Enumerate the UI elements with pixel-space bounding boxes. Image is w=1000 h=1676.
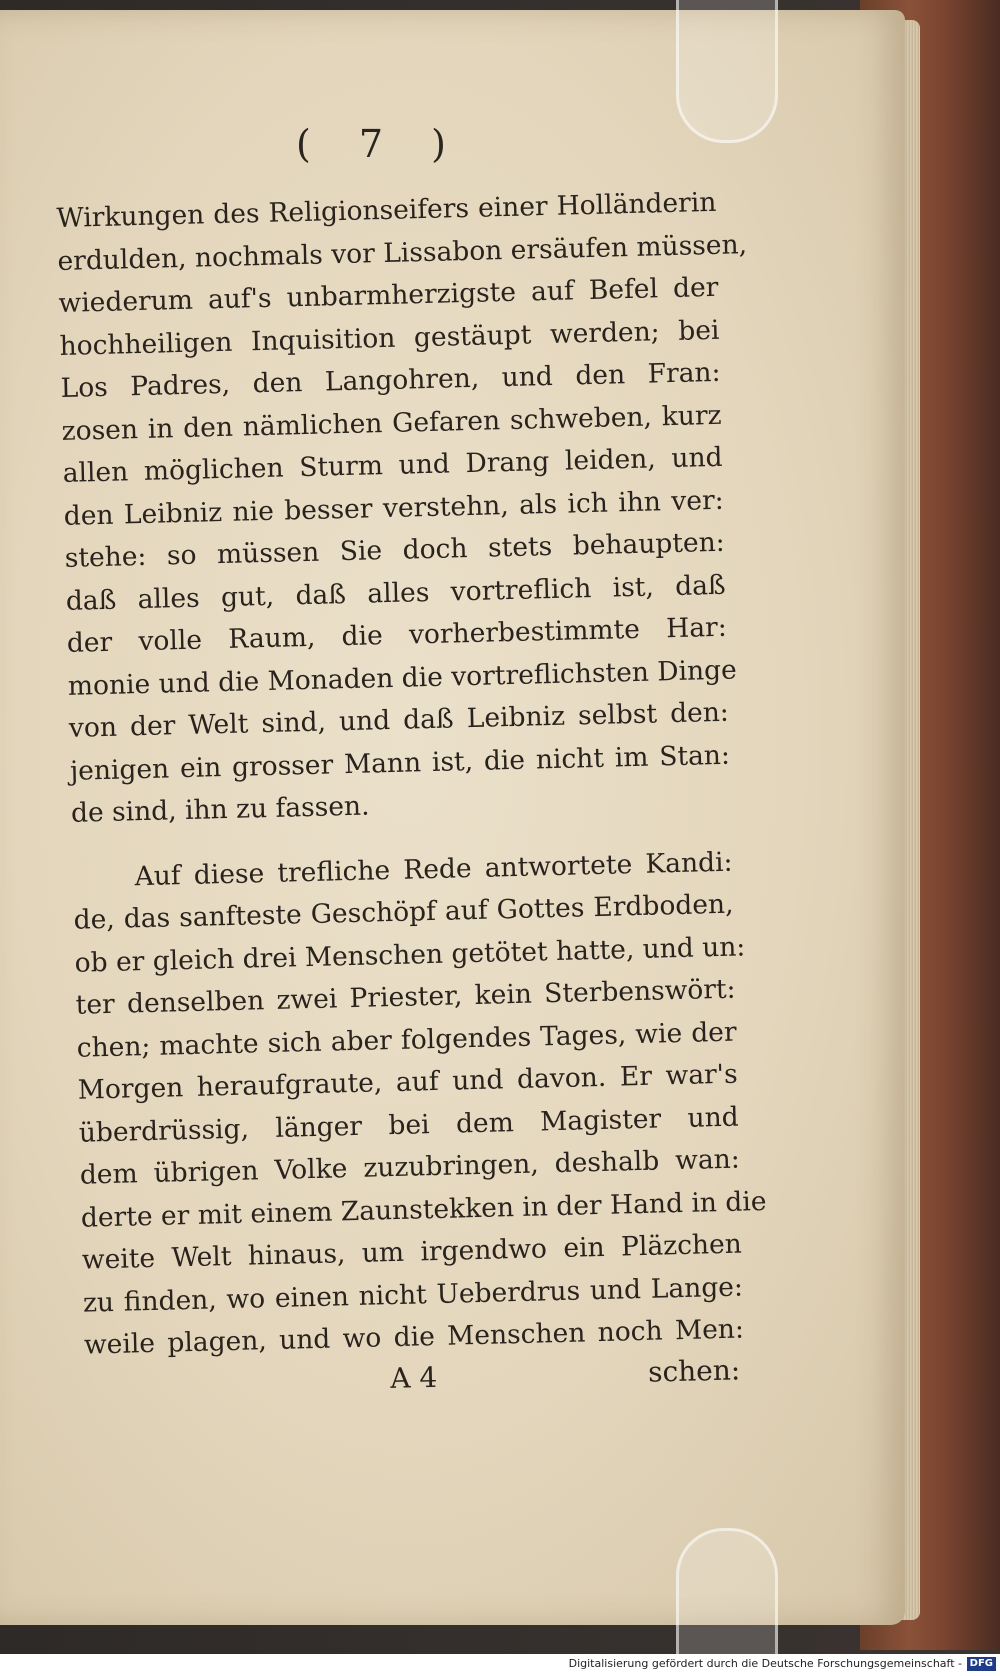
page-text bbox=[56, 182, 767, 1367]
text-line: zosen in den nämlichen Gefaren schweben, kurz bbox=[61, 399, 722, 447]
text-line: der volle Raum, die vorherbestimmte Har: bbox=[66, 611, 728, 659]
text-line: derte er mit einem Zaunstekken in der Hand in die bbox=[80, 1185, 767, 1234]
text-line: Wirkungen des Religionseifers einer Holländerin bbox=[56, 186, 717, 234]
dfg-logo-icon: DFG bbox=[967, 1657, 996, 1671]
text-line: daß alles gut, daß alles vortreflich ist, daß bbox=[65, 569, 727, 617]
text-line: Auf diese trefliche Rede antwortete Kandi: bbox=[134, 846, 733, 892]
text-line: überdrüssig, länger bei dem Magister und bbox=[78, 1101, 740, 1149]
text-line: de sind, ihn zu fassen. bbox=[70, 790, 370, 829]
paragraph-2 bbox=[72, 841, 767, 1367]
text-line: den Leibniz nie besser verstehn, als ich ihn ver: bbox=[63, 484, 724, 532]
text-line: de, das sanfteste Geschöpf auf Gottes Erdboden, bbox=[73, 888, 734, 936]
page-clip-top bbox=[676, 0, 778, 143]
text-line: chen; machte sich aber folgendes Tages, wie der bbox=[76, 1016, 737, 1064]
text-line: stehe: so müssen Sie doch stets behaupten: bbox=[64, 526, 725, 574]
text-line: zu finden, wo einen nicht Ueberdrus und Lange: bbox=[82, 1271, 744, 1319]
signature-mark: A 4 bbox=[389, 1360, 438, 1395]
paragraph-1 bbox=[56, 182, 748, 835]
text-line: jenigen ein grosser Mann ist, die nicht im Stan: bbox=[69, 739, 731, 787]
text-line: allen möglichen Sturm und Drang leiden, und bbox=[62, 441, 723, 489]
page-number: ( 7 ) bbox=[296, 122, 464, 166]
book-page bbox=[0, 10, 905, 1625]
text-line: erdulden, nochmals vor Lissabon ersäufen müssen, bbox=[57, 228, 748, 277]
text-line: weile plagen, und wo die Menschen noch Men: bbox=[83, 1313, 745, 1361]
text-line: von der Welt sind, und daß Leibniz selbst den: bbox=[68, 696, 730, 744]
text-line: monie und die Monaden die vortreflichsten Dinge bbox=[67, 654, 738, 702]
text-line: ob er gleich drei Menschen getötet hatte, und un: bbox=[74, 930, 746, 979]
text-line: Los Padres, den Langohren, und den Fran: bbox=[60, 356, 721, 404]
catchword: schen: bbox=[647, 1353, 741, 1389]
text-line: wiederum auf's unbarmherzigste auf Befel der bbox=[58, 271, 719, 319]
text-line: hochheiligen Inquisition gestäupt werden; bei bbox=[59, 314, 720, 362]
credit-bar bbox=[0, 1654, 1000, 1676]
text-line: weite Welt hinaus, um irgendwo ein Pläzchen bbox=[81, 1228, 743, 1276]
text-line: dem übrigen Volke zuzubringen, deshalb wan: bbox=[79, 1143, 741, 1191]
text-line: ter denselben zwei Priester, kein Sterbenswört: bbox=[75, 973, 736, 1021]
text-line: Morgen heraufgraute, auf und davon. Er war's bbox=[77, 1058, 738, 1106]
credit-text: Digitalisierung gefördert durch die Deutsche Forschungsgemeinschaft - bbox=[568, 1657, 962, 1670]
